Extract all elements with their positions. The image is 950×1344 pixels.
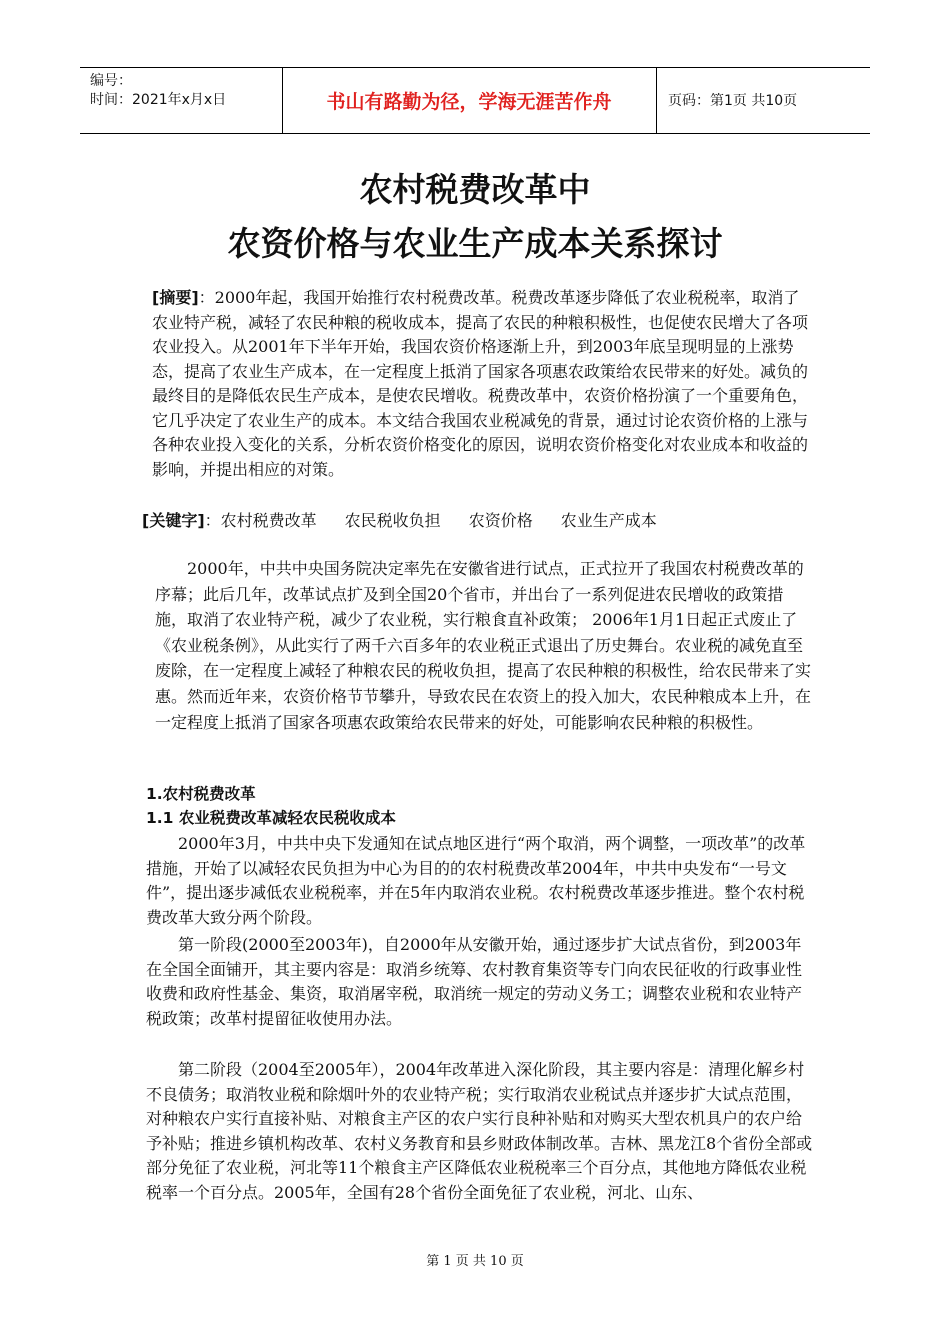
header-divider-right: [656, 67, 657, 133]
keyword-item: 农业生产成本: [560, 511, 657, 530]
keywords-colon: ：: [204, 511, 221, 530]
header-page-info: 页码：第1页 共10页: [668, 93, 798, 109]
header-meta: [90, 72, 226, 110]
intro-paragraph: 2000年，中共中央国务院决定率先在安徽省进行试点，正式拉开了我国农村税费改革的序幕；此后几年，改革试点扩及到全国20个省市，并出台了一系列促进农民增收的政策措施，取消了农业特产税，减少了农业税，实行粮食直补政策； 2006年1月1日起正式废止了《农业税条例》，从此实行了两千六百多年的农业税正式退出了历史舞台。农业税的减免直至废除，在一定程度上减轻了种粮农民的税收负担，提高了农民种粮的积极性，给农民带来了实惠。然而近年来，农资价格节节攀升，导致农民在农资上的投入加大，农民种粮成本上升，在一定程度上抵消了国家各项惠农政策给农民带来的好处，可能影响农民种粮的积极性。: [155, 559, 812, 732]
header-date: 时间：2021年x月x日: [90, 92, 227, 108]
page-footer: 第 1 页 共 10 页: [426, 1254, 524, 1269]
keywords: [142, 509, 657, 533]
paragraph-text: 2000年3月，中共中央下发通知在试点地区进行“两个取消，两个调整，一项改革”的改革措施，开始了以减轻农民负担为中心为目的的农村税费改革2004年，中共中央发布“一号文件”，提出逐步减低农业税税率，并在5年内取消农业税。农村税费改革逐步推进。整个农村税费改革大致分两个阶段。: [146, 834, 806, 927]
body-paragraph-1: [146, 832, 814, 930]
paragraph-text: 第二阶段（2004至2005年），2004年改革进入深化阶段，其主要内容是：清理化解乡村不良债务；取消牧业税和除烟叶外的农业特产税；实行取消农业税试点并逐步扩大试点范围，对种粮农户实行直接补贴、对粮食主产区的农户实行良种补贴和对购买大型农机具户的农户给予补贴；推进乡镇机构改革、农村义务教育和县乡财政体制改革。吉林、黑龙江8个省份全部或部分免征了农业税，河北等11个粮食主产区降低农业税税率三个百分点，其他地方降低农业税税率一个百分点。2005年，全国有28个省份全面免征了农业税，河北、山东、: [146, 1060, 813, 1202]
abstract-label: [摘要]: [152, 288, 199, 307]
subsection-heading: 1.1 农业税费改革减轻农民税收成本: [146, 809, 396, 827]
keyword-item: 农民税收负担: [344, 511, 441, 530]
keyword-item: 农资价格: [468, 511, 533, 530]
keywords-label: [关键字]: [142, 511, 205, 530]
section-heading: 1.农村税费改革: [146, 785, 256, 803]
header-number: 编号：: [90, 73, 132, 89]
body-paragraph-3: [146, 1058, 814, 1205]
abstract: [152, 286, 812, 482]
header-bottom-rule: [80, 133, 870, 134]
header-motto: 书山有路勤为径，学海无涯苦作舟: [326, 90, 612, 113]
body-paragraph-2: [146, 933, 814, 1031]
abstract-text: ：2000年起，我国开始推行农村税费改革。税费改革逐步降低了农业税税率，取消了农业特产税，减轻了农民种粮的税收成本，提高了农民的种粮积极性，也促使农民增大了各项农业投入。从2001年下半年开始，我国农资价格逐渐上升，到2003年底呈现明显的上涨势态，提高了农业生产成本，在一定程度上抵消了国家各项惠农政策给农民带来的好处。减负的最终目的是降低农民生产成本，是使农民增收。税费改革中，农资价格扮演了一个重要角色，它几乎决定了农业生产的成本。本文结合我国农业税减免的背景，通过讨论农资价格的上涨与各种农业投入变化的关系，分析农资价格变化的原因，说明农资价格变化对农业成本和收益的影响，并提出相应的对策。: [152, 288, 809, 479]
keyword-item: 农村税费改革: [220, 511, 317, 530]
paragraph-text: 第一阶段(2000至2003年)，自2000年从安徽开始，通过逐步扩大试点省份，到2003年在全国全面铺开，其主要内容是：取消乡统筹、农村教育集资等专门向农民征收的行政事业性收费和政府性基金、集资，取消屠宰税，取消统一规定的劳动义务工；调整农业税和农业特产税政策；改革村提留征收使用办法。: [146, 935, 803, 1028]
title-line-2: 农资价格与农业生产成本关系探讨: [227, 224, 723, 263]
title-line-1: 农村税费改革中: [359, 170, 591, 209]
